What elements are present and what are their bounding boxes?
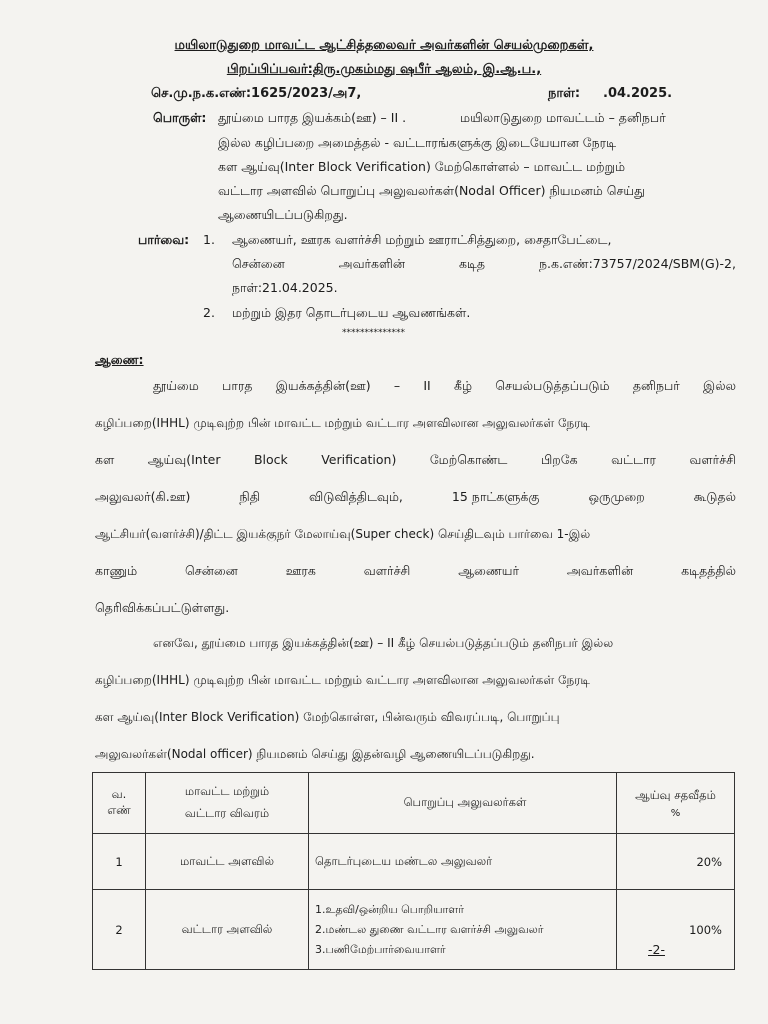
separator: ************** — [342, 328, 405, 338]
para1-word: வட்டார — [611, 452, 656, 467]
reference-number: செ.மு.ந.க.எண்:1625/2023/அ7, — [151, 86, 362, 101]
para1-line-3 — [95, 452, 736, 469]
para1-word: ஆணையர் — [458, 563, 519, 578]
subject-line-2: இல்ல கழிப்பறை அமைத்தல் - வட்டாரங்களுக்கு இடையேயான நேரடி — [218, 135, 617, 150]
reference-1-line-2 — [232, 256, 736, 273]
para1-word: பிறகே — [540, 452, 578, 467]
para1-word: Block — [253, 452, 288, 467]
header-level-line-2: வட்டார விவரம் — [184, 806, 270, 820]
para1-word: அவர்களின் — [566, 563, 634, 578]
header-serial-line-2: எண் — [107, 803, 131, 817]
row-level: மாவட்ட அளவில் — [146, 834, 309, 890]
para1-word: ஊரக — [285, 563, 316, 578]
para1-word: தூய்மை — [153, 378, 199, 393]
para1-word: தனிநபர் — [632, 378, 680, 393]
nodal-officers-table — [92, 772, 735, 970]
reference-label: பார்வை: — [138, 232, 190, 247]
header-level — [146, 773, 309, 834]
para1-word: 15 நாட்களுக்கு — [451, 489, 540, 504]
para1-word: வளர்ச்சி — [689, 452, 736, 467]
subject-line-4: வட்டார அளவில் பொறுப்பு அலுவலர்கள்(Nodal Officer) நியமனம் செய்து — [218, 183, 645, 198]
date-label: நாள்: — [548, 86, 581, 101]
para1-word: II — [423, 378, 431, 393]
para1-word: பாரத — [222, 378, 253, 393]
para1-line-5: ஆட்சியர்(வளர்ச்சி)/திட்ட இயக்குநர் மேலாய்வு(Super check) செய்திடவும் பார்வை 1-இல் — [95, 527, 591, 541]
row-level: வட்டார அளவில் — [146, 890, 309, 970]
header-percentage — [617, 773, 735, 834]
row-percentage: 100% — [617, 890, 735, 970]
table-header-row — [93, 773, 735, 834]
para1-word: காணும் — [95, 563, 138, 578]
para1-line-6 — [95, 563, 736, 580]
para1-word: கீழ் — [453, 378, 473, 393]
para1-word: ஆய்வு(Inter — [147, 452, 221, 467]
para1-word: விடுவித்திடவும், — [308, 489, 403, 504]
header-serial — [93, 773, 146, 834]
officer-item: 3.பணிமேற்பார்வையாளர் — [315, 942, 446, 956]
para1-word: கூடுதல் — [693, 489, 736, 504]
officer-item: 2.மண்டல துணை வட்டார வளர்ச்சி அலுவலர் — [315, 922, 544, 936]
para1-word: ஒருமுறை — [588, 489, 645, 504]
reference-2-line-1: மற்றும் இதர தொடர்புடைய ஆவணங்கள். — [232, 305, 471, 320]
officer-item: 1.உதவி/ஒன்றிய பொறியாளர் — [315, 902, 464, 916]
para1-word: – — [393, 378, 401, 393]
subject-line-1a: தூய்மை பாரத இயக்கம்(ஊ) – II . — [218, 110, 407, 125]
header-serial-line-1: வ. — [111, 787, 127, 801]
para1-word: வளர்ச்சி — [363, 563, 411, 578]
para1-word: கள — [95, 452, 115, 467]
header-percentage-line-2: % — [670, 807, 681, 819]
ref-word: சென்னை — [232, 256, 285, 271]
para1-word: கடிதத்தில் — [681, 563, 736, 578]
ref-word: கடித — [458, 256, 486, 271]
header-officers: பொறுப்பு அலுவலர்கள் — [309, 773, 617, 834]
para1-line-4 — [95, 489, 736, 506]
para2-line-3: கள ஆய்வு(Inter Block Verification) மேற்கொள்ள, பின்வரும் விவரப்படி, பொறுப்பு — [95, 710, 560, 724]
para1-line-7: தெரிவிக்கப்பட்டுள்ளது. — [95, 600, 230, 615]
para1-line-1 — [153, 378, 736, 395]
para1-word: இயக்கத்தின்(ஊ) — [275, 378, 371, 393]
date-value: .04.2025. — [603, 86, 673, 101]
para1-word: சென்னை — [185, 563, 238, 578]
para2-line-2: கழிப்பறை(IHHL) முடிவுற்ற பின் மாவட்ட மற்றும் வட்டார அளவிலான அலுவலர்கள் நேரடி — [95, 673, 590, 687]
para1-word: நிதி — [239, 489, 260, 504]
header-percentage-line-1: ஆய்வு சதவீதம் — [635, 787, 716, 802]
row-officers: தொடர்புடைய மண்டல அலுவலர் — [309, 834, 617, 890]
reference-2-number: 2. — [203, 305, 215, 320]
para1-word: மேற்கொண்ட — [429, 452, 508, 467]
reference-1-line-1: ஆணையர், ஊரக வளர்ச்சி மற்றும் ஊராட்சித்துறை, சைதாபேட்டை, — [232, 232, 612, 247]
ref-word: ந.க.எண்:73757/2024/SBM(G)-2, — [538, 256, 736, 271]
para2-line-4: அலுவலர்கள்(Nodal officer) நியமனம் செய்து இதன்வழி ஆணையிடப்படுகிறது. — [95, 747, 535, 761]
reference-1-line-3: நாள்:21.04.2025. — [232, 280, 338, 295]
ref-word: அவர்களின் — [338, 256, 405, 271]
table-row — [93, 890, 735, 970]
document-title: மயிலாடுதுறை மாவட்ட ஆட்சித்தலைவர் அவர்களின் செயல்முறைகள், — [174, 38, 594, 53]
para1-word: அலுவலர்(கி.ஊ) — [95, 489, 191, 504]
para1-word: Verification) — [321, 452, 397, 467]
row-officers — [309, 890, 617, 970]
para1-word: இல்ல — [703, 378, 736, 393]
subject-line-1b: மயிலாடுதுறை மாவட்டம் – தனிநபர் — [460, 110, 666, 125]
para1-word: செயல்படுத்தப்படும் — [495, 378, 610, 393]
subject-label: பொருள்: — [153, 110, 207, 125]
para1-line-2: கழிப்பறை(IHHL) முடிவுற்ற பின் மாவட்ட மற்றும் வட்டார அளவிலான அலுவலர்கள் நேரடி — [95, 416, 590, 430]
header-level-line-1: மாவட்ட மற்றும் — [184, 784, 270, 798]
row-percentage: 20% — [617, 834, 735, 890]
para2-line-1: எனவே, தூய்மை பாரத இயக்கத்தின்(ஊ) – II கீழ் செயல்படுத்தப்படும் தனிநபர் இல்ல — [153, 636, 614, 650]
table-row — [93, 834, 735, 890]
subject-line-5: ஆணையிடப்படுகிறது. — [218, 207, 348, 222]
subject-line-3: கள ஆய்வு(Inter Block Verification) மேற்கொள்ளல் – மாவட்ட மற்றும் — [218, 159, 626, 174]
order-heading: ஆணை: — [95, 352, 144, 367]
row-serial: 1 — [93, 834, 146, 890]
issuer-line: பிறப்பிப்பவர்:திரு.முகம்மது ஷபீர் ஆலம், இ.ஆ.ப., — [226, 62, 542, 77]
row-serial: 2 — [93, 890, 146, 970]
page-number-marker: -2- — [648, 942, 665, 957]
reference-1-number: 1. — [203, 232, 215, 247]
